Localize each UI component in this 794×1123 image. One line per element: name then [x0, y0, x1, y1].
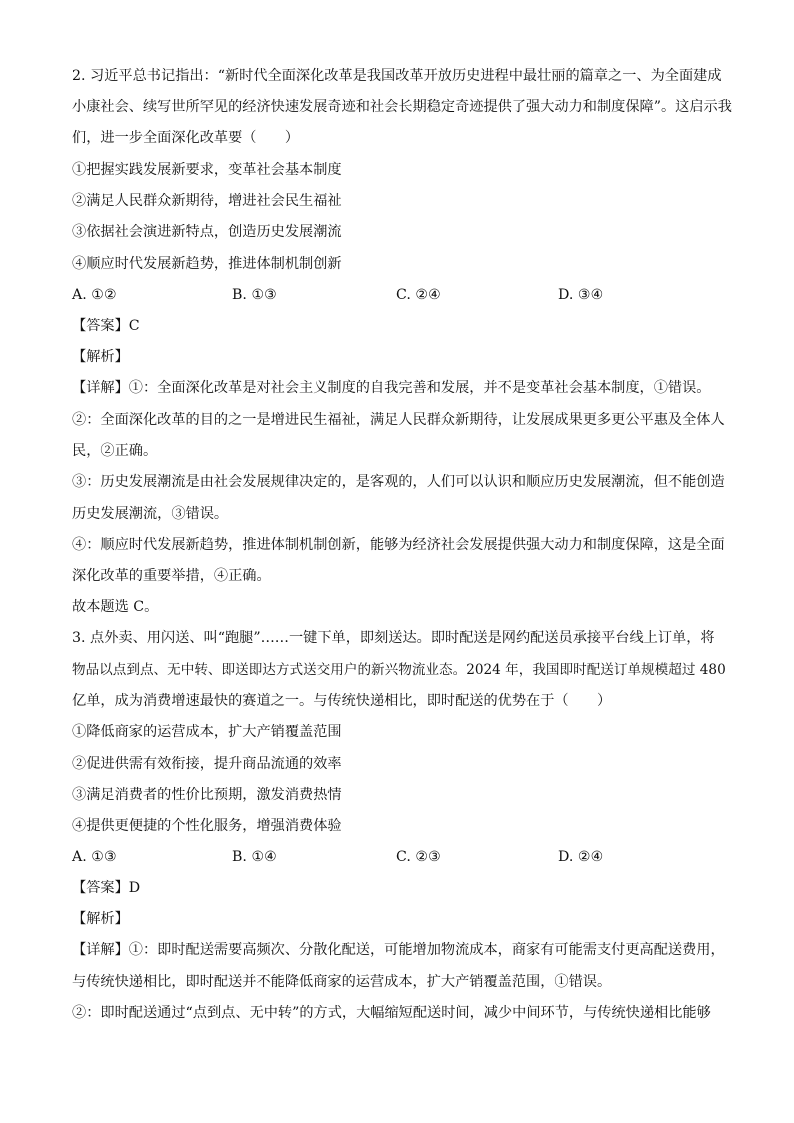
q2-item-4: ④顺应时代发展新趋势，推进体制机制创新 [72, 256, 342, 272]
q3-stem-line-1: 3. 点外卖、用闪送、叫“跑腿”……一键下单，即刻送达。即时配送是网约配送员承接平台线上订单，将 [72, 630, 715, 646]
q2-answer-label: 【答案】 [72, 318, 129, 334]
q3-answer-label: 【答案】 [72, 880, 129, 896]
q3-option-a: A. ①③ [72, 849, 117, 865]
q3-answer [72, 878, 732, 898]
q3-item-1: ①降低商家的运营成本，扩大产销覆盖范围 [72, 724, 342, 740]
q2-detail-4: ③：历史发展潮流是由社会发展规律决定的，是客观的，人们可以认识和顺应历史发展潮流，但不能创造 [72, 474, 725, 490]
q3-detail-1: 【详解】①：即时配送需要高频次、分散化配送，可能增加物流成本，商家有可能需支付更高配送费用， [72, 942, 725, 958]
q3-detail-3: ②：即时配送通过“点到点、无中转”的方式，大幅缩短配送时间，减少中间环节，与传统快递相比能够 [72, 1005, 711, 1021]
q2-answer-value: C [128, 318, 140, 334]
q2-detail-1: 【详解】①：全面深化改革是对社会主义制度的自我完善和发展，并不是变革社会基本制度，①错误。 [72, 380, 711, 396]
q2-option-c: C. ②④ [396, 287, 441, 303]
q2-item-3: ③依据社会演进新特点，创造历史发展潮流 [72, 224, 342, 240]
q3-option-b: B. ①④ [232, 849, 277, 865]
q2-item-1: ①把握实践发展新要求，变革社会基本制度 [72, 162, 342, 178]
q3-option-c: C. ②③ [396, 849, 441, 865]
q2-stem-line-2: 小康社会、续写世所罕见的经济快速发展奇迹和社会长期稳定奇迹提供了强大动力和制度保障”。这启示我 [72, 99, 732, 115]
q2-option-b: B. ①③ [232, 287, 277, 303]
q3-item-3: ③满足消费者的性价比预期，激发消费热情 [72, 787, 342, 803]
q2-analysis-label: 【解析】 [72, 349, 129, 365]
q3-answer-value: D [128, 880, 141, 896]
q3-stem-line-2: 物品以点到点、无中转、即送即达方式送交用户的新兴物流业态。2024 年，我国即时配送订单规模超过 480 [72, 662, 726, 678]
q2-item-2: ②满足人民群众新期待，增进社会民生福祉 [72, 193, 342, 209]
q3-detail-2: 与传统快递相比，即时配送并不能降低商家的运营成本，扩大产销覆盖范围，①错误。 [72, 974, 612, 990]
q3-analysis-label: 【解析】 [72, 911, 129, 927]
q3-option-d: D. ②④ [558, 849, 604, 865]
q2-conclusion: 故本题选 C。 [72, 599, 159, 615]
q2-option-d: D. ③④ [558, 287, 604, 303]
q2-detail-2: ②：全面深化改革的目的之一是增进民生福祉，满足人民群众新期待，让发展成果更多更公平惠及全体人 [72, 412, 725, 428]
q2-detail-5: 历史发展潮流，③错误。 [72, 506, 229, 522]
q3-item-2: ②促进供需有效衔接，提升商品流通的效率 [72, 756, 342, 772]
q2-stem-line-1: 2. 习近平总书记指出：“新时代全面深化改革是我国改革开放历史进程中最壮丽的篇章之一、为全面建成 [72, 68, 722, 84]
q3-stem-line-3: 亿单，成为消费增速最快的赛道之一。与传统快递相比，即时配送的优势在于（ ） [72, 693, 612, 709]
q2-detail-6: ④：顺应时代发展新趋势，推进体制机制创新，能够为经济社会发展提供强大动力和制度保障，这是全面 [72, 537, 725, 553]
q2-detail-7: 深化改革的重要举措，④正确。 [72, 568, 271, 584]
q2-stem-line-3: 们，进一步全面深化改革要（ ） [72, 130, 300, 146]
q2-detail-3: 民，②正确。 [72, 443, 158, 459]
q2-option-a: A. ①② [72, 287, 117, 303]
q3-item-4: ④提供更便捷的个性化服务，增强消费体验 [72, 818, 342, 834]
q2-answer [72, 316, 732, 336]
